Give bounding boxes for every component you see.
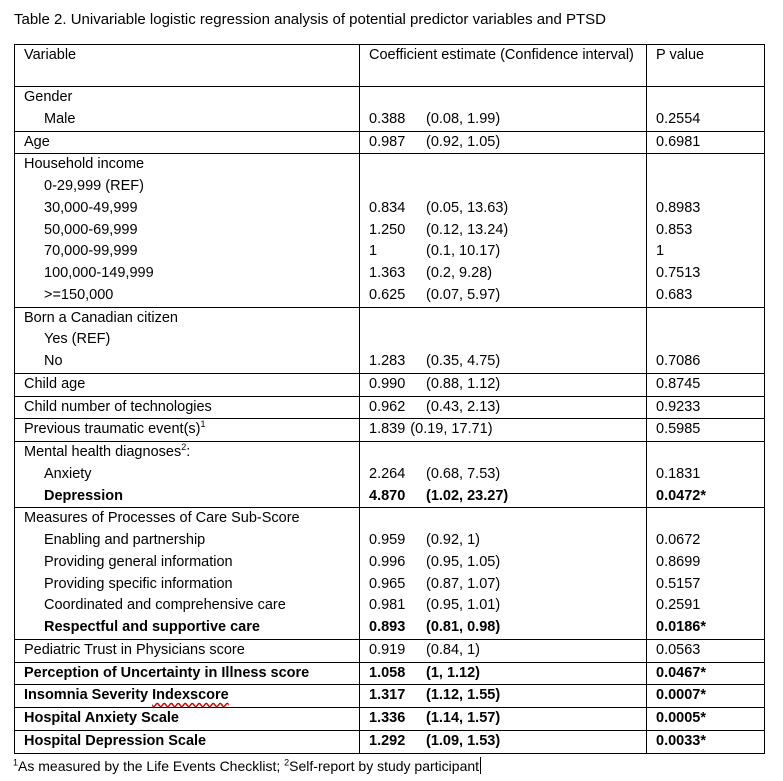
table-caption: Table 2. Univariable logistic regression analysis of potential predictor variables and PTSD bbox=[14, 11, 606, 28]
footnote-text-1: As measured by the Life Events Checklist; bbox=[18, 758, 285, 774]
p-value: 0.0186* bbox=[656, 619, 706, 635]
variable-label bbox=[24, 285, 350, 307]
variable-label bbox=[24, 241, 350, 263]
variable-label bbox=[24, 640, 350, 662]
variable-cell bbox=[15, 442, 360, 508]
p-value bbox=[656, 154, 755, 176]
variable-label-text: >=150,000 bbox=[44, 286, 114, 303]
variable-label-text: Providing general information bbox=[44, 553, 233, 570]
p-value: 1 bbox=[656, 243, 665, 260]
confidence-interval: (0.35, 4.75) bbox=[426, 353, 501, 369]
variable-label-text: Born a Canadian citizen bbox=[24, 309, 178, 326]
variable-cell bbox=[15, 730, 360, 753]
coefficient-value bbox=[369, 351, 637, 373]
coefficient-value bbox=[369, 595, 637, 617]
confidence-interval: (0.07, 5.97) bbox=[426, 286, 501, 303]
text-cursor bbox=[480, 757, 481, 774]
p-value-cell bbox=[647, 307, 765, 373]
header-row bbox=[15, 45, 765, 87]
p-value: 0.9233 bbox=[656, 398, 701, 415]
p-value: 0.0005* bbox=[656, 710, 706, 726]
table-body bbox=[15, 87, 765, 754]
variable-cell bbox=[15, 708, 360, 731]
coefficient-cell bbox=[360, 87, 647, 132]
variable-label-text: 100,000-149,999 bbox=[44, 265, 154, 281]
p-value: 0.8745 bbox=[656, 375, 701, 392]
variable-label bbox=[24, 508, 350, 530]
coefficient-cell bbox=[360, 708, 647, 731]
coefficient-estimate: 4.870 bbox=[369, 487, 406, 504]
confidence-interval: (0.81, 0.98) bbox=[426, 619, 501, 635]
coefficient-estimate: 1.283 bbox=[369, 353, 406, 369]
p-value: 0.853 bbox=[656, 221, 693, 238]
variable-label bbox=[24, 595, 350, 617]
confidence-interval: (0.92, 1) bbox=[426, 532, 480, 548]
p-value: 0.0033* bbox=[656, 732, 706, 749]
coefficient-cell bbox=[360, 508, 647, 640]
variable-label bbox=[24, 731, 350, 753]
p-value: 0.2591 bbox=[656, 597, 701, 614]
variable-label-text: Hospital Depression Scale bbox=[24, 732, 207, 749]
variable-cell bbox=[15, 419, 360, 442]
coefficient-estimate: 1.292 bbox=[369, 732, 406, 749]
coefficient-value bbox=[369, 329, 637, 351]
variable-label-text: Household income bbox=[24, 156, 145, 173]
coefficient-value bbox=[369, 419, 637, 441]
coefficient-estimate: 1.839 bbox=[369, 421, 406, 438]
coefficient-value bbox=[369, 685, 637, 707]
variable-label-text: Providing specific information bbox=[44, 575, 233, 592]
variable-cell bbox=[15, 685, 360, 708]
p-value bbox=[656, 508, 755, 530]
variable-label bbox=[24, 308, 350, 330]
variable-label bbox=[24, 154, 350, 176]
variable-label-text: No bbox=[44, 353, 63, 369]
variable-label-text: Coordinated and comprehensive care bbox=[44, 597, 286, 614]
variable-label-text: Age bbox=[24, 133, 50, 150]
confidence-interval: (1, 1.12) bbox=[426, 664, 480, 681]
variable-label-text: 30,000-49,999 bbox=[44, 199, 138, 216]
variable-label bbox=[24, 419, 350, 441]
table-row bbox=[15, 419, 765, 442]
variable-cell bbox=[15, 662, 360, 685]
coefficient-cell bbox=[360, 307, 647, 373]
confidence-interval: (0.05, 13.63) bbox=[426, 199, 509, 216]
p-value: 0.5157 bbox=[656, 575, 701, 592]
p-value bbox=[656, 442, 755, 464]
coefficient-estimate: 0.919 bbox=[369, 641, 406, 658]
header-variable: Variable bbox=[15, 45, 360, 87]
coefficient-value bbox=[369, 109, 637, 131]
variable-label-text: Child number of technologies bbox=[24, 398, 212, 415]
p-value-cell bbox=[647, 508, 765, 640]
p-value: 0.0007* bbox=[656, 687, 706, 704]
p-value-cell bbox=[647, 639, 765, 662]
coefficient-value bbox=[369, 663, 637, 685]
variable-label-text: Yes (REF) bbox=[44, 331, 111, 348]
coefficient-value bbox=[369, 198, 637, 220]
p-value: 0.7086 bbox=[656, 353, 701, 369]
spellcheck-underlined-text: Indexscore bbox=[152, 687, 229, 704]
p-value-cell bbox=[647, 442, 765, 508]
coefficient-value bbox=[369, 617, 637, 639]
header-coefficient: Coefficient estimate (Confidence interval) bbox=[360, 45, 647, 87]
table-row bbox=[15, 131, 765, 154]
footnote-text-2: Self-report by study participant bbox=[289, 758, 480, 774]
coefficient-value bbox=[369, 708, 637, 730]
p-value: 0.1831 bbox=[656, 465, 701, 482]
coefficient-value bbox=[369, 308, 637, 330]
variable-label bbox=[24, 220, 350, 242]
variable-label-text: 0-29,999 (REF) bbox=[44, 178, 144, 194]
coefficient-value bbox=[369, 731, 637, 753]
table-row bbox=[15, 508, 765, 640]
footnote-marker: 1 bbox=[200, 419, 206, 430]
confidence-interval: (0.84, 1) bbox=[426, 641, 480, 658]
coefficient-estimate: 1.336 bbox=[369, 710, 406, 726]
coefficient-value bbox=[369, 241, 637, 263]
coefficient-value bbox=[369, 263, 637, 285]
p-value bbox=[656, 329, 755, 351]
p-value: 0.8699 bbox=[656, 553, 701, 570]
coefficient-value bbox=[369, 285, 637, 307]
variable-label-text: Measures of Processes of Care Sub-Score bbox=[24, 510, 300, 527]
coefficient-cell bbox=[360, 131, 647, 154]
variable-label bbox=[24, 176, 350, 198]
confidence-interval: (0.88, 1.12) bbox=[426, 375, 501, 392]
variable-label bbox=[24, 87, 350, 109]
coefficient-value bbox=[369, 220, 637, 242]
variable-label bbox=[24, 552, 350, 574]
confidence-interval: (0.2, 9.28) bbox=[426, 265, 493, 281]
p-value: 0.0563 bbox=[656, 641, 701, 658]
confidence-interval: (1.14, 1.57) bbox=[426, 710, 501, 726]
p-value: 0.0467* bbox=[656, 664, 706, 681]
coefficient-value bbox=[369, 530, 637, 552]
coefficient-estimate: 0.893 bbox=[369, 619, 406, 635]
coefficient-cell bbox=[360, 373, 647, 396]
variable-label bbox=[24, 574, 350, 596]
variable-label bbox=[24, 685, 350, 707]
p-value: 0.8983 bbox=[656, 199, 701, 216]
variable-cell bbox=[15, 508, 360, 640]
variable-label bbox=[24, 263, 350, 285]
confidence-interval: (0.95, 1.05) bbox=[426, 553, 501, 570]
coefficient-estimate: 1.317 bbox=[369, 687, 406, 704]
coefficient-cell bbox=[360, 396, 647, 419]
variable-label-text: Anxiety bbox=[44, 465, 92, 482]
footnote bbox=[13, 757, 481, 775]
p-value-cell bbox=[647, 662, 765, 685]
p-value: 0.5985 bbox=[656, 421, 701, 438]
coefficient-value bbox=[369, 442, 637, 464]
p-value bbox=[656, 176, 755, 198]
coefficient-value bbox=[369, 87, 637, 109]
confidence-interval: (0.95, 1.01) bbox=[426, 597, 501, 614]
variable-label bbox=[24, 351, 350, 373]
p-value bbox=[656, 87, 755, 109]
coefficient-estimate: 0.981 bbox=[369, 597, 406, 614]
coefficient-estimate: 1.058 bbox=[369, 664, 406, 681]
variable-label-text: Previous traumatic event(s) bbox=[24, 421, 201, 438]
coefficient-estimate: 0.959 bbox=[369, 532, 406, 548]
coefficient-estimate: 0.990 bbox=[369, 375, 406, 392]
coefficient-cell bbox=[360, 662, 647, 685]
coefficient-estimate: 0.987 bbox=[369, 133, 406, 150]
table-row bbox=[15, 373, 765, 396]
confidence-interval: (1.09, 1.53) bbox=[426, 732, 501, 749]
variable-label bbox=[24, 132, 350, 154]
p-value-cell bbox=[647, 708, 765, 731]
variable-label-text: Hospital Anxiety Scale bbox=[24, 710, 179, 726]
coefficient-value bbox=[369, 486, 637, 508]
variable-cell bbox=[15, 307, 360, 373]
variable-label-text: 70,000-99,999 bbox=[44, 243, 138, 260]
coefficient-estimate: 0.388 bbox=[369, 110, 406, 127]
variable-label-text: Enabling and partnership bbox=[44, 532, 206, 548]
confidence-interval: (0.08, 1.99) bbox=[426, 110, 501, 127]
p-value: 0.683 bbox=[656, 286, 693, 303]
confidence-interval: (0.68, 7.53) bbox=[426, 465, 501, 482]
table-row bbox=[15, 730, 765, 753]
header-p-value: P value bbox=[647, 45, 765, 87]
coefficient-cell bbox=[360, 442, 647, 508]
variable-label bbox=[24, 198, 350, 220]
coefficient-estimate: 1.363 bbox=[369, 265, 406, 281]
coefficient-cell bbox=[360, 730, 647, 753]
table-row bbox=[15, 662, 765, 685]
confidence-interval: (0.12, 13.24) bbox=[426, 221, 509, 238]
p-value-cell bbox=[647, 685, 765, 708]
p-value: 0.0472* bbox=[656, 487, 706, 504]
variable-cell bbox=[15, 87, 360, 132]
coefficient-value bbox=[369, 374, 637, 396]
variable-label-text: Insomnia Severity bbox=[24, 687, 153, 704]
coefficient-estimate: 0.962 bbox=[369, 398, 406, 415]
variable-cell bbox=[15, 131, 360, 154]
p-value-cell bbox=[647, 730, 765, 753]
confidence-interval: (0.19, 17.71) bbox=[410, 421, 493, 438]
variable-label-text: Mental health diagnoses bbox=[24, 444, 182, 460]
variable-label bbox=[24, 464, 350, 486]
variable-label bbox=[24, 374, 350, 396]
coefficient-estimate: 1.250 bbox=[369, 221, 406, 238]
variable-label-text: Gender bbox=[24, 89, 73, 105]
confidence-interval: (1.02, 23.27) bbox=[426, 487, 509, 504]
regression-table bbox=[14, 44, 765, 754]
variable-label bbox=[24, 663, 350, 685]
p-value-cell bbox=[647, 396, 765, 419]
coefficient-value bbox=[369, 132, 637, 154]
p-value: 0.2554 bbox=[656, 110, 701, 127]
variable-label bbox=[24, 442, 350, 464]
coefficient-estimate: 0.996 bbox=[369, 553, 406, 570]
variable-label-text: Respectful and supportive care bbox=[44, 619, 260, 635]
table-row bbox=[15, 307, 765, 373]
coefficient-estimate: 0.625 bbox=[369, 286, 406, 303]
coefficient-value bbox=[369, 397, 637, 419]
footnote-marker: 2 bbox=[181, 442, 187, 453]
variable-cell bbox=[15, 154, 360, 307]
coefficient-cell bbox=[360, 639, 647, 662]
p-value-cell bbox=[647, 87, 765, 132]
confidence-interval: (0.92, 1.05) bbox=[426, 133, 501, 150]
label-suffix: : bbox=[186, 444, 191, 460]
variable-label-text: Perception of Uncertainty in Illness score bbox=[24, 664, 310, 681]
confidence-interval: (0.1, 10.17) bbox=[426, 243, 501, 260]
table-row bbox=[15, 442, 765, 508]
variable-label bbox=[24, 708, 350, 730]
p-value: 0.7513 bbox=[656, 265, 701, 281]
coefficient-cell bbox=[360, 685, 647, 708]
variable-cell bbox=[15, 373, 360, 396]
variable-label-text: Pediatric Trust in Physicians score bbox=[24, 641, 245, 658]
variable-label bbox=[24, 329, 350, 351]
confidence-interval: (0.43, 2.13) bbox=[426, 398, 501, 415]
p-value: 0.0672 bbox=[656, 532, 701, 548]
coefficient-estimate: 2.264 bbox=[369, 465, 406, 482]
variable-label bbox=[24, 486, 350, 508]
p-value-cell bbox=[647, 419, 765, 442]
variable-label bbox=[24, 397, 350, 419]
p-value-cell bbox=[647, 154, 765, 307]
coefficient-value bbox=[369, 176, 637, 198]
variable-label bbox=[24, 530, 350, 552]
p-value: 0.6981 bbox=[656, 133, 701, 150]
footnote-marker-1: 1 bbox=[13, 757, 19, 768]
variable-label-text: Depression bbox=[44, 487, 123, 504]
coefficient-value bbox=[369, 552, 637, 574]
variable-cell bbox=[15, 396, 360, 419]
table-row bbox=[15, 154, 765, 307]
confidence-interval: (0.87, 1.07) bbox=[426, 575, 501, 592]
coefficient-value bbox=[369, 154, 637, 176]
table-row bbox=[15, 708, 765, 731]
variable-label bbox=[24, 109, 350, 131]
table-row bbox=[15, 639, 765, 662]
variable-cell bbox=[15, 639, 360, 662]
footnote-marker-2: 2 bbox=[284, 757, 290, 768]
coefficient-value bbox=[369, 464, 637, 486]
variable-label-text: 50,000-69,999 bbox=[44, 221, 138, 238]
coefficient-value bbox=[369, 508, 637, 530]
coefficient-value bbox=[369, 574, 637, 596]
table-row bbox=[15, 685, 765, 708]
p-value bbox=[656, 308, 755, 330]
coefficient-value bbox=[369, 640, 637, 662]
p-value-cell bbox=[647, 131, 765, 154]
coefficient-estimate: 0.965 bbox=[369, 575, 406, 592]
coefficient-cell bbox=[360, 154, 647, 307]
table-row bbox=[15, 396, 765, 419]
table-row bbox=[15, 87, 765, 132]
confidence-interval: (1.12, 1.55) bbox=[426, 687, 501, 704]
variable-label-text: Male bbox=[44, 110, 76, 127]
coefficient-estimate: 1 bbox=[369, 243, 378, 260]
p-value-cell bbox=[647, 373, 765, 396]
variable-label bbox=[24, 617, 350, 639]
coefficient-estimate: 0.834 bbox=[369, 199, 406, 216]
variable-label-text: Child age bbox=[24, 375, 86, 392]
coefficient-cell bbox=[360, 419, 647, 442]
